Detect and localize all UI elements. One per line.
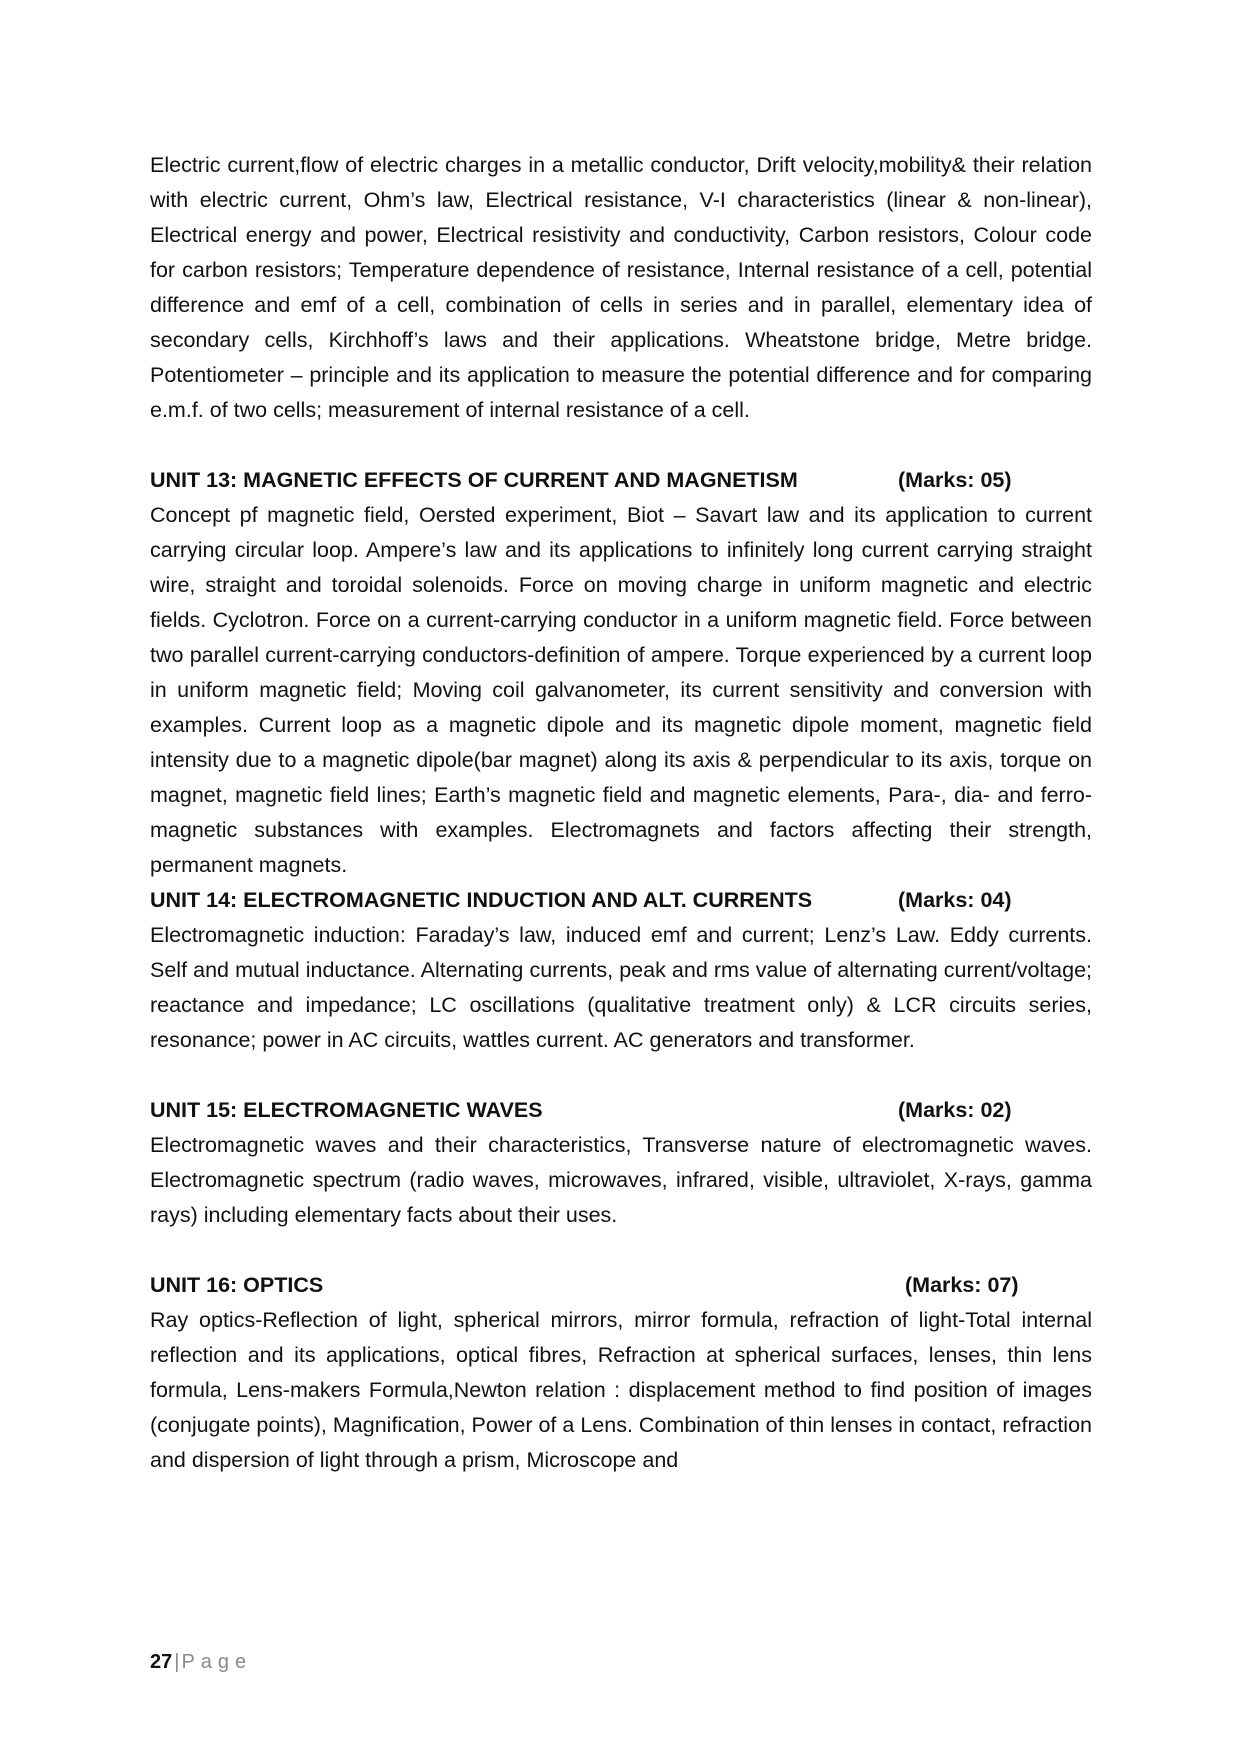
unit-15-marks: (Marks: 02): [898, 1098, 1012, 1122]
unit-16-marks: (Marks: 07): [905, 1273, 1019, 1297]
unit-16-title: UNIT 16: OPTICS: [150, 1273, 324, 1297]
unit-13-body: Concept pf magnetic field, Oersted experiment, Biot – Savart law and its application to current carrying circular loop. Ampere’s law and its applications to infinitely long current carrying straight wire, straight and toroidal solenoids. Force on moving charge in uniform magnetic and electric fields. Cyclotron. Force on a current-carrying conductor in a uniform magnetic field. Force between two parallel current-carrying conductors-definition of ampere. Torque experienced by a current loop in uniform magnetic field; Moving coil galvanometer, its current sensitivity and conversion with examples. Current loop as a magnetic dipole and its magnetic dipole moment, magnetic field intensity due to a magnetic dipole(bar magnet) along its axis & perpendicular to its axis, torque on magnet, magnetic field lines; Earth’s magnetic field and magnetic elements, Para-, dia- and ferro-magnetic substances with examples. Electromagnets and factors affecting their strength, permanent magnets.: [150, 503, 1092, 877]
unit-13-title: UNIT 13: MAGNETIC EFFECTS OF CURRENT AND MAGNETISM: [150, 468, 798, 492]
spacer: [150, 1233, 1092, 1268]
unit-15-body: Electromagnetic waves and their characteristics, Transverse nature of electromagnetic waves. Electromagnetic spectrum (radio waves, microwaves, infrared, visible, ultraviolet, X-rays, gamma rays) including elementary facts about their uses.: [150, 1133, 1092, 1227]
page-footer: [150, 1648, 252, 1676]
page-number: 27: [150, 1651, 173, 1673]
spacer: [150, 1058, 1092, 1093]
page-word: Page: [181, 1651, 253, 1673]
unit-15-heading: [150, 1093, 1092, 1128]
unit-14-body: Electromagnetic induction: Faraday’s law, induced emf and current; Lenz’s Law. Eddy currents. Self and mutual inductance. Alternating currents, peak and rms value of alternating current/voltage; reactance and impedance; LC oscillations (qualitative treatment only) & LCR circuits series, resonance; power in AC circuits, wattles current. AC generators and transformer.: [150, 923, 1092, 1052]
unit-16-body: Ray optics-Reflection of light, spherical mirrors, mirror formula, refraction of light-Total internal reflection and its applications, optical fibres, Refraction at spherical surfaces, lenses, thin lens formula, Lens-makers Formula,Newton relation : displacement method to find position of images (conjugate points), Magnification, Power of a Lens. Combination of thin lenses in contact, refraction and dispersion of light through a prism, Microscope and: [150, 1308, 1092, 1472]
unit-14-heading: [150, 883, 1092, 918]
unit-13-marks: (Marks: 05): [898, 468, 1012, 492]
unit-16-heading: [150, 1268, 1092, 1303]
spacer: [150, 428, 1092, 463]
footer-separator: |: [174, 1651, 180, 1673]
unit-14-title: UNIT 14: ELECTROMAGNETIC INDUCTION AND ALT. CURRENTS: [150, 888, 813, 912]
document-page: [150, 148, 1092, 1478]
intro-paragraph: Electric current,flow of electric charges in a metallic conductor, Drift velocity,mobility& their relation with electric current, Ohm’s law, Electrical resistance, V-I characteristics (linear & non-linear), Electrical energy and power, Electrical resistivity and conductivity, Carbon resistors, Colour code for carbon resistors; Temperature dependence of resistance, Internal resistance of a cell, potential difference and emf of a cell, combination of cells in series and in parallel, elementary idea of secondary cells, Kirchhoff’s laws and their applications. Wheatstone bridge, Metre bridge. Potentiometer – principle and its application to measure the potential difference and for comparing e.m.f. of two cells; measurement of internal resistance of a cell.: [150, 153, 1092, 422]
unit-13-heading: [150, 463, 1092, 498]
unit-15-title: UNIT 15: ELECTROMAGNETIC WAVES: [150, 1098, 543, 1122]
unit-14-marks: (Marks: 04): [898, 888, 1012, 912]
